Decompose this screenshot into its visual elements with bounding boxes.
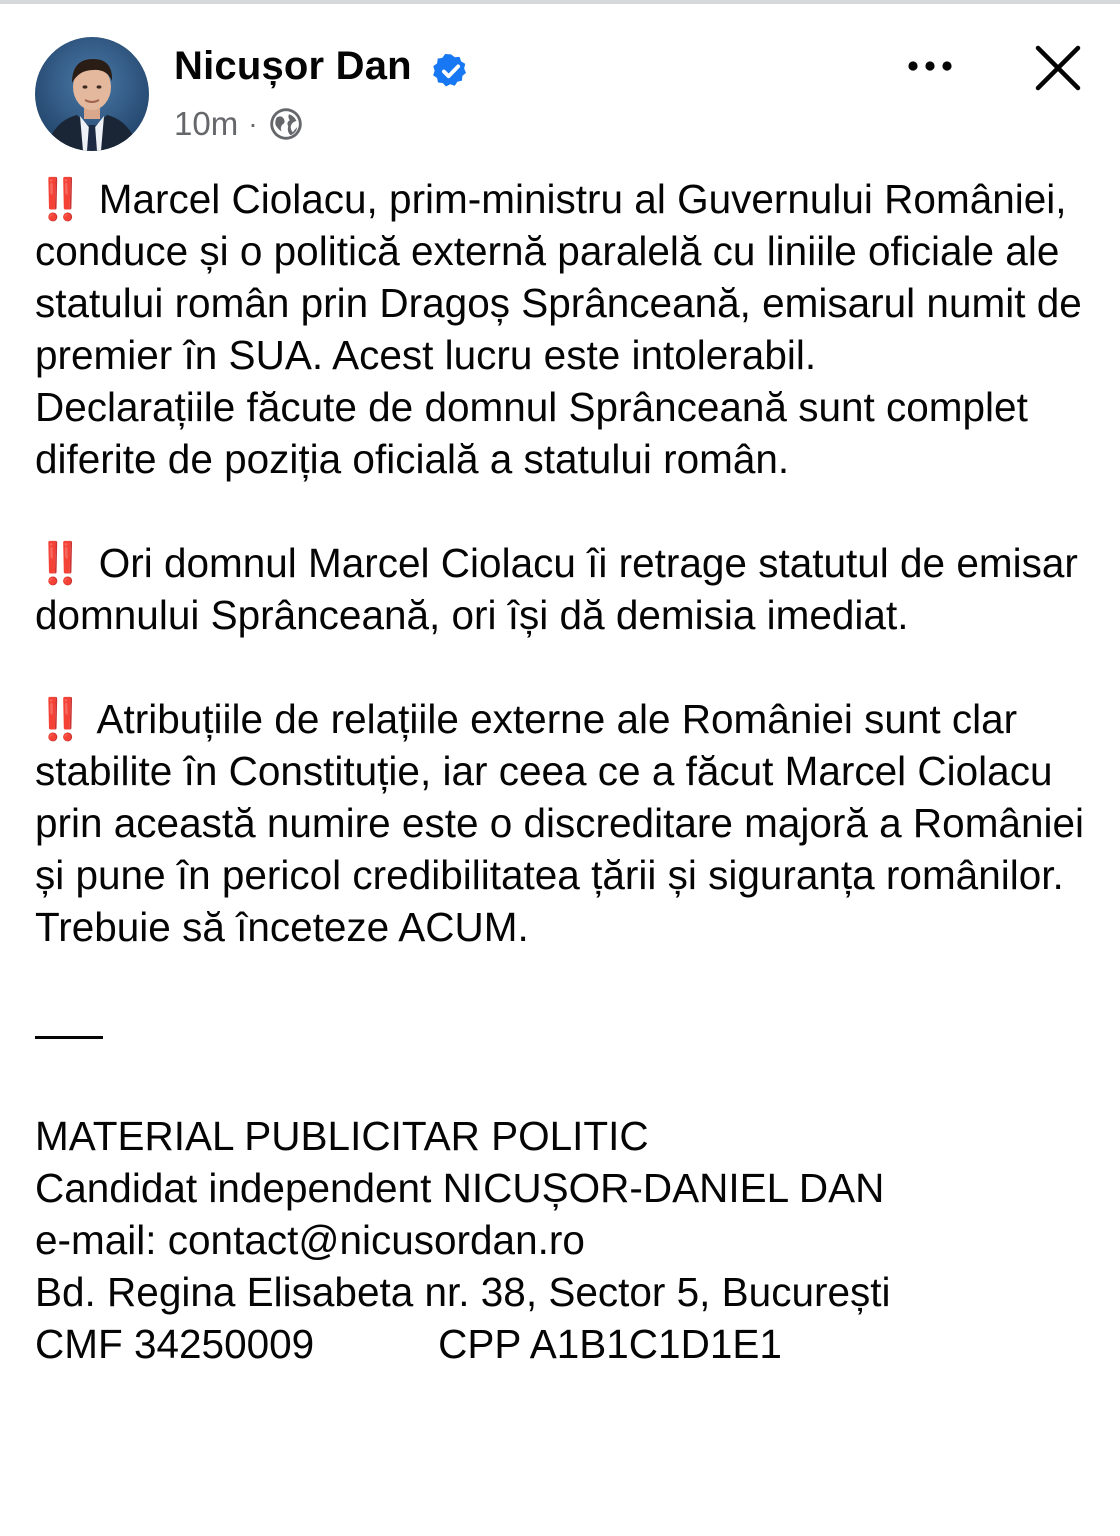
post-meta: [174, 102, 304, 146]
disclaimer-line: Candidat independent NICUȘOR-DANIEL DAN: [35, 1165, 885, 1211]
disclaimer-line: [35, 1318, 1095, 1370]
post-body: [35, 173, 1095, 1370]
post-paragraph: [35, 173, 1095, 381]
post-paragraph: [35, 381, 1095, 485]
divider-line: [35, 1036, 103, 1039]
more-horizontal-icon[interactable]: [900, 44, 960, 88]
post-text: Declarațiile făcute de domnul Sprânceană sunt complet diferite de poziția oficială a statului român.: [35, 384, 1028, 482]
post-text: Ori domnul Marcel Ciolacu îi retrage statutul de emisar domnului Sprânceană, ori își dă demisia imediat.: [35, 540, 1078, 638]
avatar-portrait-icon: [35, 37, 149, 151]
avatar[interactable]: [35, 37, 149, 151]
disclaimer-line: MATERIAL PUBLICITAR POLITIC: [35, 1113, 649, 1159]
post-text: Marcel Ciolacu, prim-ministru al Guvernului României, conduce și o politică externă paralelă cu liniile oficiale ale statului român prin Dragoș Sprânceană, emisarul numit de premier în SUA. Acest lucru este intolerabil.: [35, 176, 1082, 378]
author-name[interactable]: Nicușor Dan: [174, 44, 412, 88]
globe-icon[interactable]: [268, 106, 304, 142]
post-time[interactable]: 10m: [174, 105, 239, 142]
close-icon[interactable]: [1030, 40, 1086, 96]
verified-badge-icon: [432, 52, 470, 90]
cmf-number: CMF 34250009: [35, 1321, 315, 1367]
post-paragraph: [35, 537, 1095, 641]
double-exclamation-icon: ‼️: [35, 695, 88, 743]
disclaimer-line: e-mail: contact@nicusordan.ro: [35, 1217, 585, 1263]
post-text: Atribuțiile de relațiile externe ale României sunt clar stabilite în Constituție, iar ceea ce a făcut Marcel Ciolacu prin această numire este o discreditare majoră a României și pune în pericol credibilitatea țării și siguranța românilor. Trebuie să înceteze ACUM.: [35, 696, 1085, 950]
cpp-number: CPP A1B1C1D1E1: [438, 1321, 782, 1367]
double-exclamation-icon: ‼️: [35, 539, 88, 587]
post-paragraph: [35, 693, 1095, 953]
disclaimer: [35, 1110, 1095, 1370]
meta-separator: ·: [248, 108, 258, 139]
disclaimer-line: Bd. Regina Elisabeta nr. 38, Sector 5, București: [35, 1269, 891, 1315]
post-header: [0, 0, 1120, 160]
double-exclamation-icon: ‼️: [35, 175, 88, 223]
